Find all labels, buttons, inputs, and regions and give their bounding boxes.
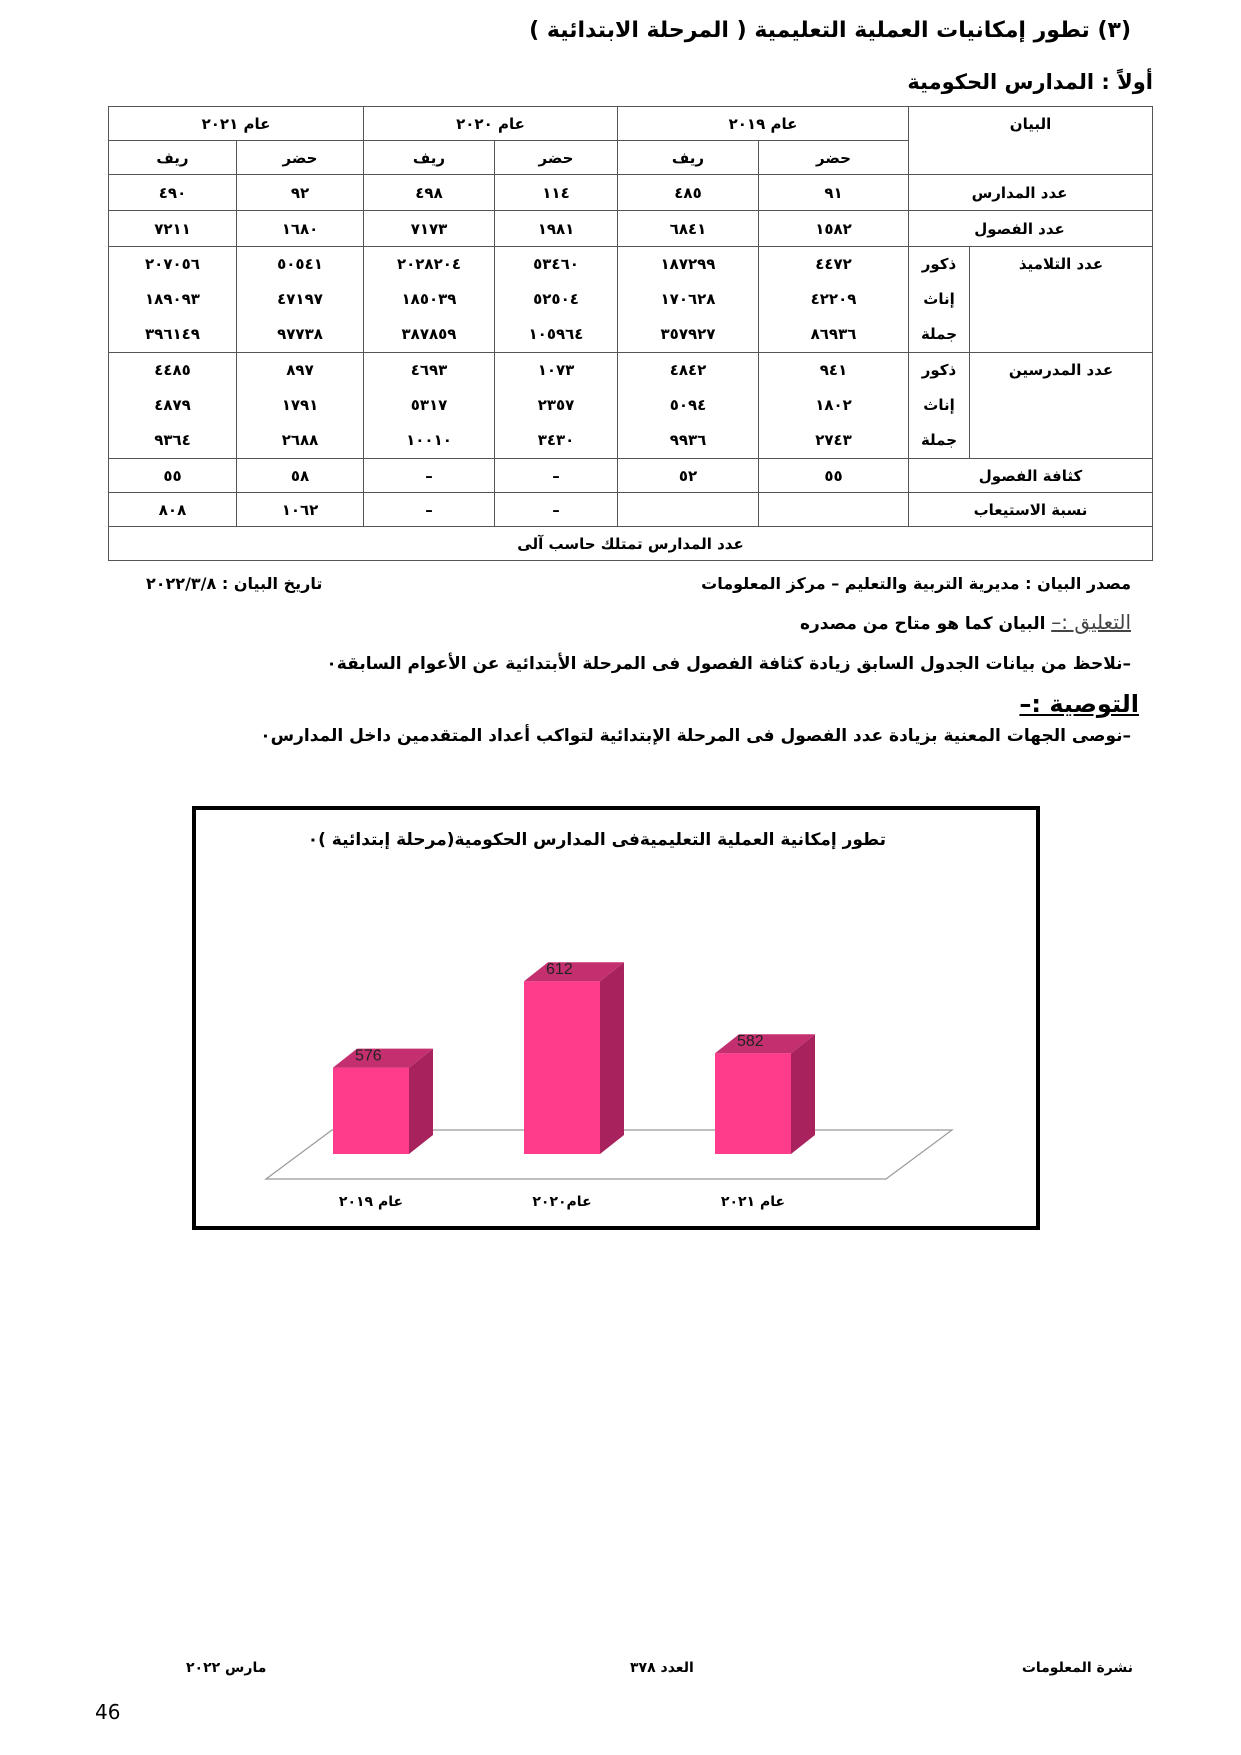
year-2021-header: عام ٢٠٢١ [109, 107, 364, 141]
bar-value-label: 612 [546, 961, 573, 979]
header-label: البيان [909, 107, 1153, 175]
table-cell: – [364, 493, 495, 527]
table-cell: ٥٨ [237, 459, 364, 493]
table-cell: – [495, 493, 618, 527]
bar-chart [196, 810, 1036, 1226]
row-label-classes: عدد الفصول [909, 211, 1153, 247]
data-table [108, 106, 1153, 561]
table-cell: ٩٣٦٤ [154, 431, 191, 449]
table-cell: ٣٤٣٠ [537, 431, 575, 449]
table-cell: ٥٢٥٠٤ [533, 290, 579, 308]
sub-label-female: إناث [923, 290, 955, 308]
observation-note: –نلاحظ من بيانات الجدول السابق زيادة كثافة الفصول فى المرحلة الأبتدائية عن الأعوام السابقة٠ [326, 654, 1131, 674]
comment-body: البيان كما هو متاح من مصدره [799, 614, 1046, 634]
bar-side [791, 1034, 815, 1154]
table-cell: ٤٤٧٢ [815, 255, 852, 273]
table-cell: ٧٢١١ [109, 211, 237, 247]
computer-schools-row: عدد المدارس تمتلك حاسب آلى [109, 527, 1153, 561]
data-date: تاريخ البيان : ٢٠٢٢/٣/٨ [146, 574, 323, 593]
footer-issue: العدد ٣٧٨ [630, 1660, 694, 1676]
table-cell: ١٧٩١ [281, 396, 319, 414]
table-cell [759, 493, 909, 527]
table-cell: ٤٨٥ [618, 175, 759, 211]
row-label-density: كثافة الفصول [909, 459, 1153, 493]
table-cell: ٤٧١٩٧ [277, 290, 323, 308]
table-cell: ١٠٠١٠ [406, 431, 452, 449]
table-cell: ٢٠٧٠٥٦ [145, 255, 200, 273]
table-cell: ١٨٥٠٣٩ [401, 290, 457, 308]
table-cell: ١٠٥٩٦٤ [528, 325, 584, 343]
rural-header: ريف [618, 141, 759, 175]
table-cell: ٢٦٨٨ [281, 431, 319, 449]
table-cell [618, 493, 759, 527]
rural-header: ريف [364, 141, 495, 175]
table-cell: ١١٤ [495, 175, 618, 211]
table-cell: – [495, 459, 618, 493]
category-label: عام ٢٠١٩ [338, 1194, 404, 1210]
table-cell: ٥٠٩٤ [669, 396, 707, 414]
page-title: (٣) تطور إمكانيات العملية التعليمية ( المرحلة الابتدائية ) [529, 18, 1131, 43]
category-label: عام ٢٠٢١ [720, 1194, 786, 1210]
rural-header: ريف [109, 141, 237, 175]
recommendation-heading: التوصية :– [1019, 690, 1139, 718]
urban-header: حضر [759, 141, 909, 175]
table-cell: ٩١ [759, 175, 909, 211]
footer-bulletin-name: نشرة المعلومات [1021, 1660, 1133, 1676]
comment-heading: التعليق :– [1051, 610, 1131, 634]
table-cell: ١٨٩٠٩٣ [145, 290, 200, 308]
category-label: عام٢٠٢٠ [532, 1194, 592, 1210]
table-cell: ٣٨٧٨٥٩ [401, 325, 457, 343]
table-cell: ٩٢ [237, 175, 364, 211]
bar-front [524, 981, 600, 1154]
row-label-schools: عدد المدارس [909, 175, 1153, 211]
table-cell: ٢٧٤٣ [815, 431, 852, 449]
bars-group [333, 961, 815, 1210]
bar-front [715, 1053, 791, 1154]
year-2020-header: عام ٢٠٢٠ [364, 107, 618, 141]
sub-label-male: ذكور [921, 361, 957, 379]
row-label-students: عدد التلاميذ [969, 247, 1152, 352]
table-cell: ٨٩٧ [286, 361, 314, 379]
recommendation-note: –نوصى الجهات المعنية بزيادة عدد الفصول فى المرحلة الإبتدائية لتواكب أعداد المتقدمين داخل المدارس٠ [260, 726, 1131, 746]
section-subtitle: أولاً : المدارس الحكومية [907, 70, 1153, 94]
table-cell: ١٦٨٠ [237, 211, 364, 247]
table-cell: ٩٤١ [819, 361, 848, 379]
table-cell: ٥٣١٧ [410, 396, 448, 414]
table-cell: – [364, 459, 495, 493]
row-label-teachers: عدد المدرسين [969, 353, 1152, 458]
data-source: مصدر البيان : مديرية التربية والتعليم – مركز المعلومات [701, 574, 1131, 593]
sub-label-female: إناث [923, 396, 955, 414]
footer-date: مارس ٢٠٢٢ [186, 1660, 267, 1676]
urban-header: حضر [495, 141, 618, 175]
table-cell: ١٩٨١ [495, 211, 618, 247]
page-number: 46 [95, 1700, 121, 1724]
table-cell: ٤٨٧٩ [154, 396, 191, 414]
table-cell: ٦٨٤١ [618, 211, 759, 247]
table-cell: ٧١٧٣ [364, 211, 495, 247]
table-cell: ١٠٧٣ [537, 361, 575, 379]
table-cell: ٣٥٧٩٢٧ [660, 325, 716, 343]
table-cell: ٩٩٣٦ [669, 431, 707, 449]
table-cell: ٤٩٠ [109, 175, 237, 211]
table-cell: ٤٨٤٢ [669, 361, 707, 379]
table-cell: ٢٠٢٨٢٠٤ [396, 255, 462, 273]
bar-side [600, 962, 624, 1154]
table-cell: ١٥٨٢ [759, 211, 909, 247]
bar-value-label: 576 [355, 1047, 382, 1065]
table-cell: ١٨٠٢ [815, 396, 852, 414]
table-cell: ٤٢٢٠٩ [810, 290, 857, 308]
table-cell: ١٧٠٦٢٨ [660, 290, 716, 308]
table-cell: ٨٦٩٣٦ [810, 325, 857, 343]
bar-value-label: 582 [737, 1033, 764, 1051]
table-cell: ٨٠٨ [109, 493, 237, 527]
table-cell: ٥٠٥٤١ [277, 255, 323, 273]
sub-label-male: ذكور [921, 255, 957, 273]
table-cell: ٤٦٩٣ [410, 361, 448, 379]
chart-frame [192, 806, 1040, 1230]
comment-line [800, 610, 1131, 634]
table-cell: ٥٢ [618, 459, 759, 493]
table-cell: ١٨٧٢٩٩ [660, 255, 716, 273]
table-cell: ٢٣٥٧ [537, 396, 575, 414]
bar-front [333, 1068, 409, 1154]
table-cell: ١٠٦٢ [237, 493, 364, 527]
chart-title: تطور إمكانية العملية التعليميةفى المدارس الحكومية(مرحلة إبتدائية )٠ [307, 830, 886, 850]
table-cell: ٥٥ [759, 459, 909, 493]
sub-label-total: جملة [920, 431, 958, 449]
table-cell: ٥٣٤٦٠ [533, 255, 579, 273]
table-cell: ٥٥ [109, 459, 237, 493]
urban-header: حضر [237, 141, 364, 175]
sub-label-total: جملة [920, 325, 958, 343]
table-cell: ٤٩٨ [364, 175, 495, 211]
row-label-absorption: نسبة الاستيعاب [909, 493, 1153, 527]
year-2019-header: عام ٢٠١٩ [618, 107, 909, 141]
table-cell: ٤٤٨٥ [154, 361, 191, 379]
table-cell: ٣٩٦١٤٩ [145, 325, 200, 343]
table-cell: ٩٧٧٣٨ [277, 325, 323, 343]
